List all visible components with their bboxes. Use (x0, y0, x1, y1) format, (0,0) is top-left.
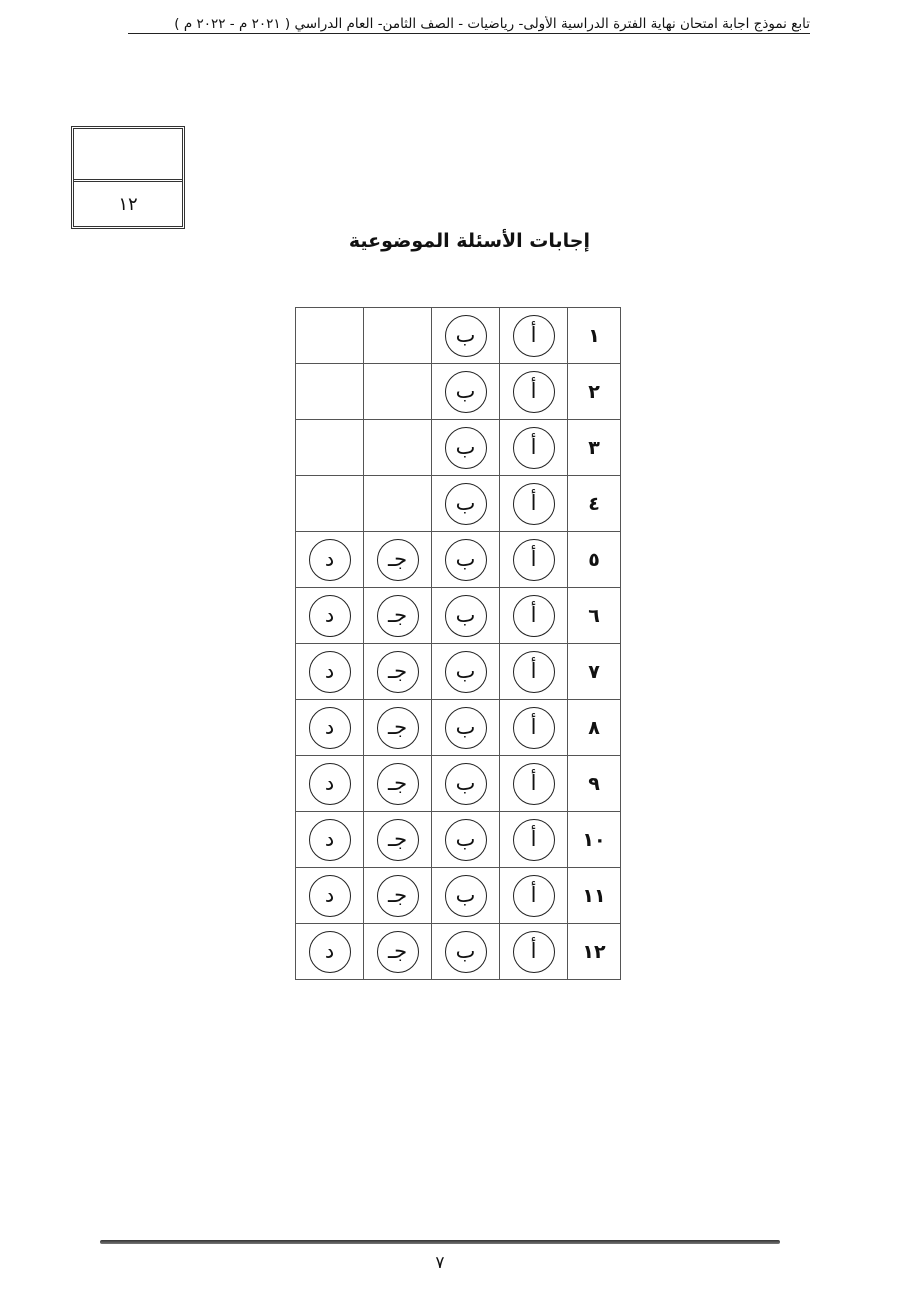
option-cell (364, 756, 432, 812)
option-cell (296, 700, 364, 756)
answer-option-bubble[interactable]: جـ (377, 763, 419, 805)
question-number: ٦ (568, 588, 621, 644)
option-cell (364, 532, 432, 588)
option-cell (364, 700, 432, 756)
option-cell (500, 420, 568, 476)
answer-row (296, 812, 621, 868)
option-cell (432, 308, 500, 364)
answer-option-bubble[interactable]: أ (513, 539, 555, 581)
answer-row (296, 476, 621, 532)
question-number: ٤ (568, 476, 621, 532)
question-number: ٥ (568, 532, 621, 588)
answer-option-bubble[interactable]: ب (445, 371, 487, 413)
answer-option-bubble[interactable]: ب (445, 931, 487, 973)
option-cell (500, 644, 568, 700)
option-cell (500, 476, 568, 532)
option-cell (500, 756, 568, 812)
option-cell (364, 364, 432, 420)
option-cell (296, 588, 364, 644)
option-cell (296, 812, 364, 868)
option-cell (432, 700, 500, 756)
answer-option-bubble[interactable]: ب (445, 819, 487, 861)
answer-row (296, 420, 621, 476)
option-cell (364, 644, 432, 700)
answer-row (296, 588, 621, 644)
question-number: ١ (568, 308, 621, 364)
answer-option-bubble[interactable]: ب (445, 763, 487, 805)
option-cell (364, 420, 432, 476)
option-cell (432, 476, 500, 532)
option-cell (432, 868, 500, 924)
answer-option-bubble[interactable]: د (309, 595, 351, 637)
score-box (71, 126, 185, 229)
option-cell (500, 812, 568, 868)
option-cell (296, 532, 364, 588)
option-cell (432, 364, 500, 420)
answer-option-bubble[interactable]: د (309, 651, 351, 693)
question-number: ٨ (568, 700, 621, 756)
option-cell (296, 420, 364, 476)
answer-option-bubble[interactable]: ب (445, 483, 487, 525)
answer-option-bubble[interactable]: أ (513, 315, 555, 357)
option-cell (432, 756, 500, 812)
option-cell (296, 476, 364, 532)
answer-option-bubble[interactable]: د (309, 931, 351, 973)
answer-option-bubble[interactable]: أ (513, 651, 555, 693)
answer-row (296, 756, 621, 812)
option-cell (364, 476, 432, 532)
answer-option-bubble[interactable]: جـ (377, 651, 419, 693)
answer-option-bubble[interactable]: جـ (377, 931, 419, 973)
option-cell (296, 644, 364, 700)
page-number: ٧ (435, 1253, 445, 1273)
answer-option-bubble[interactable]: ب (445, 595, 487, 637)
answer-row (296, 644, 621, 700)
question-number: ٣ (568, 420, 621, 476)
footer-divider (100, 1240, 780, 1244)
option-cell (296, 868, 364, 924)
option-cell (296, 756, 364, 812)
option-cell (296, 924, 364, 980)
answer-option-bubble[interactable]: أ (513, 763, 555, 805)
answer-option-bubble[interactable]: أ (513, 875, 555, 917)
answer-option-bubble[interactable]: جـ (377, 875, 419, 917)
option-cell (432, 644, 500, 700)
option-cell (364, 924, 432, 980)
answer-option-bubble[interactable]: د (309, 875, 351, 917)
answer-option-bubble[interactable]: جـ (377, 707, 419, 749)
question-number: ٢ (568, 364, 621, 420)
option-cell (500, 868, 568, 924)
answer-option-bubble[interactable]: ب (445, 651, 487, 693)
option-cell (296, 364, 364, 420)
answer-option-bubble[interactable]: ب (445, 539, 487, 581)
answer-option-bubble[interactable]: جـ (377, 819, 419, 861)
option-cell (364, 588, 432, 644)
option-cell (432, 420, 500, 476)
answer-row (296, 700, 621, 756)
answer-option-bubble[interactable]: أ (513, 427, 555, 469)
answer-option-bubble[interactable]: ب (445, 875, 487, 917)
answer-option-bubble[interactable]: أ (513, 707, 555, 749)
score-obtained-cell (74, 129, 182, 182)
page-header: تابع نموذج اجابة امتحان نهاية الفترة الدراسية الأولى- رياضيات - الصف الثامن- العام الدراسي ( ٢٠٢١ م - ٢٠٢٢ م ) (128, 16, 810, 34)
question-number: ٩ (568, 756, 621, 812)
option-cell (500, 924, 568, 980)
option-cell (500, 532, 568, 588)
answer-option-bubble[interactable]: د (309, 707, 351, 749)
option-cell (432, 924, 500, 980)
answer-table (295, 307, 621, 980)
option-cell (432, 812, 500, 868)
option-cell (296, 308, 364, 364)
answer-option-bubble[interactable]: أ (513, 371, 555, 413)
question-number: ١١ (568, 868, 621, 924)
answer-row (296, 532, 621, 588)
answer-option-bubble[interactable]: جـ (377, 539, 419, 581)
question-number: ١٠ (568, 812, 621, 868)
answer-row (296, 364, 621, 420)
answer-row (296, 308, 621, 364)
answer-option-bubble[interactable]: أ (513, 595, 555, 637)
score-total: ١٢ (118, 193, 138, 215)
answer-option-bubble[interactable]: د (309, 819, 351, 861)
answer-row (296, 924, 621, 980)
answer-row (296, 868, 621, 924)
answer-option-bubble[interactable]: د (309, 763, 351, 805)
answer-option-bubble[interactable]: جـ (377, 595, 419, 637)
answer-option-bubble[interactable]: أ (513, 819, 555, 861)
option-cell (432, 588, 500, 644)
question-number: ٧ (568, 644, 621, 700)
answer-option-bubble[interactable]: د (309, 539, 351, 581)
answer-option-bubble[interactable]: أ (513, 483, 555, 525)
option-cell (500, 700, 568, 756)
answer-option-bubble[interactable]: ب (445, 315, 487, 357)
answer-option-bubble[interactable]: أ (513, 931, 555, 973)
answer-option-bubble[interactable]: ب (445, 707, 487, 749)
option-cell (364, 868, 432, 924)
page-title: إجابات الأسئلة الموضوعية (348, 230, 590, 252)
option-cell (500, 308, 568, 364)
option-cell (364, 812, 432, 868)
answer-option-bubble[interactable]: ب (445, 427, 487, 469)
question-number: ١٢ (568, 924, 621, 980)
option-cell (500, 364, 568, 420)
option-cell (364, 308, 432, 364)
option-cell (432, 532, 500, 588)
option-cell (500, 588, 568, 644)
